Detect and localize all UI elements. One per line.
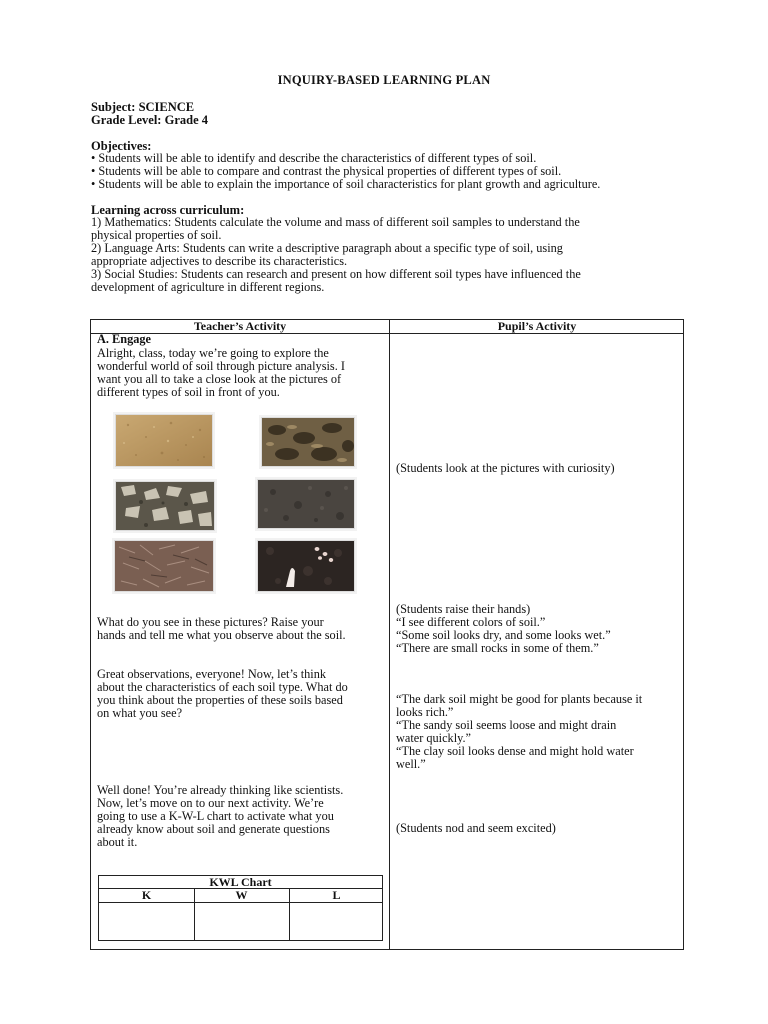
text-line: looks rich.”	[396, 705, 454, 719]
text-line: “I see different colors of soil.”	[396, 615, 546, 629]
objective-item: • Students will be able to explain the importance of soil characteristics for plant growth and agriculture.	[91, 177, 601, 191]
kwl-column-k: K	[141, 888, 152, 902]
grade-level-line: Grade Level: Grade 4	[91, 113, 208, 127]
teacher-intro	[97, 347, 345, 399]
kwl-divider	[289, 889, 290, 941]
text-line: “There are small rocks in some of them.”	[396, 641, 599, 655]
objective-item: • Students will be able to identify and describe the characteristics of different types of soil.	[91, 151, 537, 165]
text-line: water quickly.”	[396, 731, 471, 745]
soil-image-moist-dark	[257, 540, 355, 592]
curriculum-line: appropriate adjectives to describe its characteristics.	[91, 254, 348, 268]
activity-table	[90, 319, 684, 950]
objective-item: • Students will be able to compare and contrast the physical properties of different types of soil.	[91, 164, 562, 178]
pupil-curiosity: (Students look at the pictures with curiosity)	[396, 461, 615, 475]
pupil-excited: (Students nod and seem excited)	[396, 821, 556, 835]
text-line: about the characteristics of each soil type. What do	[97, 680, 348, 694]
curriculum-line: physical properties of soil.	[91, 228, 222, 242]
soil-image-sandy	[115, 414, 213, 467]
text-line: hands and tell me what you observe about the soil.	[97, 628, 346, 642]
text-line: already know about soil and generate questions	[97, 822, 330, 836]
pupil-observations	[396, 603, 611, 655]
text-line: “The clay soil looks dense and might hold water	[396, 744, 634, 758]
objectives-list	[91, 152, 691, 191]
text-line: well.”	[396, 757, 426, 771]
teacher-question	[97, 616, 346, 642]
soil-image-dry-clumps	[261, 417, 355, 467]
text-line: different types of soil in front of you.	[97, 385, 280, 399]
pupil-activity-header: Pupil’s Activity	[497, 319, 577, 333]
text-line: Well done! You’re already thinking like scientists.	[97, 783, 344, 797]
text-line: going to use a K-W-L chart to activate what you	[97, 809, 334, 823]
subject-line: Subject: SCIENCE	[91, 100, 195, 114]
text-line: (Students raise their hands)	[396, 602, 531, 616]
text-line: “The dark soil might be good for plants because it	[396, 692, 643, 706]
learning-across-heading: Learning across curriculum:	[91, 203, 245, 217]
header-divider	[91, 333, 683, 334]
kwl-chart	[98, 875, 383, 941]
text-line: What do you see in these pictures? Raise your	[97, 615, 324, 629]
column-divider	[389, 320, 390, 949]
curriculum-line: development of agriculture in different regions.	[91, 280, 325, 294]
kwl-column-l: L	[332, 888, 341, 902]
teacher-followup	[97, 668, 348, 720]
curriculum-line: 2) Language Arts: Students can write a descriptive paragraph about a specific type of soil, using	[91, 241, 563, 255]
text-line: “Some soil looks dry, and some looks wet.”	[396, 628, 611, 642]
kwl-chart-title: KWL Chart	[99, 876, 382, 889]
curriculum-line: 3) Social Studies: Students can research and present on how different soil types have influenced the	[91, 267, 581, 281]
learning-across-list	[91, 216, 691, 294]
section-a-heading: A. Engage	[97, 332, 151, 346]
kwl-column-w: W	[235, 888, 248, 902]
text-line: want you all to take a close look at the pictures of	[97, 372, 342, 386]
text-line: on what you see?	[97, 706, 183, 720]
soil-image-dark-loam	[257, 479, 355, 529]
pupil-properties	[396, 693, 642, 771]
text-line: Alright, class, today we’re going to explore the	[97, 346, 329, 360]
kwl-header-row	[99, 889, 382, 903]
objectives-heading: Objectives:	[91, 139, 152, 153]
kwl-divider	[194, 889, 195, 941]
teacher-activity-header: Teacher’s Activity	[193, 319, 287, 333]
curriculum-line: 1) Mathematics: Students calculate the volume and mass of different soil samples to understand the	[91, 215, 580, 229]
text-line: wonderful world of soil through picture analysis. I	[97, 359, 345, 373]
text-line: Now, let’s move on to our next activity. We’re	[97, 796, 324, 810]
teacher-kwl-intro	[97, 784, 343, 849]
document-title: INQUIRY-BASED LEARNING PLAN	[277, 73, 491, 87]
soil-image-mulch	[114, 540, 214, 592]
text-line: you think about the properties of these soils based	[97, 693, 343, 707]
text-line: “The sandy soil seems loose and might drain	[396, 718, 617, 732]
text-line: Great observations, everyone! Now, let’s think	[97, 667, 327, 681]
soil-image-rocky	[115, 481, 215, 531]
text-line: about it.	[97, 835, 138, 849]
